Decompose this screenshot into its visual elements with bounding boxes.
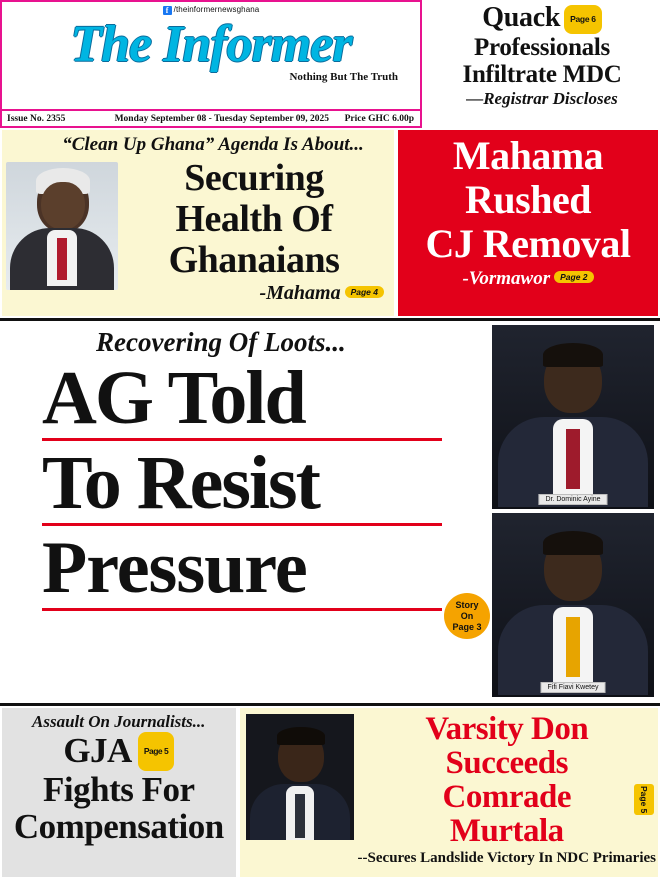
social-handle-line bbox=[2, 2, 420, 15]
mahama-headline-line3: CJ Removal bbox=[425, 221, 631, 266]
varsity-headline-line4: Murtala bbox=[449, 813, 564, 849]
mahama-headline-line2: Rushed bbox=[465, 177, 591, 222]
gja-story[interactable] bbox=[0, 706, 238, 879]
varsity-page-badge[interactable]: Page 5 bbox=[634, 784, 654, 815]
quack-headline-line1 bbox=[430, 4, 654, 34]
lead-photo-stack bbox=[492, 325, 654, 705]
facebook-icon: f bbox=[163, 6, 172, 15]
top-section bbox=[0, 0, 660, 128]
varsity-headline-line3: Comrade bbox=[442, 779, 571, 815]
masthead bbox=[0, 0, 422, 128]
varsity-headline-line2: Succeeds bbox=[445, 745, 569, 781]
story-badge-line2: On bbox=[460, 610, 474, 621]
gja-kicker: Assault On Journalists... bbox=[32, 712, 206, 731]
dominic-ayine-caption: Dr. Dominic Ayine bbox=[538, 494, 607, 505]
bottom-section bbox=[0, 706, 660, 879]
issue-date: Monday September 08 - Tuesday September 09, 2025 bbox=[114, 113, 330, 124]
gja-page-badge[interactable]: Page 5 bbox=[138, 732, 174, 771]
varsity-headline-line1: Varsity Don bbox=[425, 711, 589, 747]
lead-headline-line1: AG Told bbox=[42, 360, 442, 441]
mahama-portrait-photo bbox=[6, 162, 118, 290]
mahama-cj-story[interactable] bbox=[396, 128, 660, 318]
mahama-attribution-row bbox=[400, 268, 656, 290]
story-page-badge[interactable] bbox=[444, 593, 490, 639]
quack-headline-line2: Professionals bbox=[474, 34, 610, 61]
masthead-info-strip bbox=[2, 109, 420, 126]
quack-attribution: —Registrar Discloses bbox=[466, 89, 618, 108]
gja-headline-line1 bbox=[6, 732, 232, 771]
fifi-kwetey-caption: Fifi Fiavi Kwetey bbox=[541, 682, 606, 693]
lead-headline-line3: Pressure bbox=[42, 530, 442, 611]
lead-kicker: Recovering Of Loots... bbox=[96, 327, 346, 357]
gja-headline-text1: GJA bbox=[63, 731, 132, 770]
varsity-don-story[interactable] bbox=[238, 706, 660, 879]
lead-story[interactable] bbox=[0, 318, 660, 706]
quack-page-badge[interactable]: Page 6 bbox=[564, 5, 602, 34]
social-handle: /theinformernewsghana bbox=[173, 5, 260, 14]
gja-headline-line3: Compensation bbox=[13, 807, 224, 846]
clean-page-badge[interactable]: Page 4 bbox=[345, 286, 384, 298]
quack-headline-text1: Quack bbox=[482, 2, 561, 33]
clean-kicker: “Clean Up Ghana” Agenda Is About... bbox=[62, 134, 364, 155]
clean-headline-line1: Securing bbox=[184, 157, 324, 199]
masthead-slogan: Nothing But The Truth bbox=[289, 71, 398, 83]
fifi-kwetey-photo bbox=[492, 513, 654, 697]
quack-story[interactable] bbox=[422, 0, 660, 128]
varsity-subhead: --Secures Landslide Victory In NDC Primaries bbox=[357, 850, 656, 866]
clean-attribution-row bbox=[118, 282, 390, 305]
gja-headline-line2: Fights For bbox=[43, 770, 195, 809]
quack-headline-line3: Infiltrate MDC bbox=[462, 61, 622, 88]
mahama-attribution: -Vormawor bbox=[462, 268, 551, 289]
lead-headline-line2: To Resist bbox=[42, 445, 442, 526]
page-title: The Informer bbox=[70, 16, 352, 73]
clean-headline-line3: Ghanaians bbox=[168, 239, 340, 281]
clean-attribution: -Mahama bbox=[259, 282, 341, 304]
issue-number: Issue No. 2355 bbox=[7, 113, 66, 124]
dominic-ayine-photo bbox=[492, 325, 654, 509]
second-section bbox=[0, 128, 660, 318]
clean-headline-line2: Health Of bbox=[175, 198, 333, 240]
mahama-page-badge[interactable]: Page 2 bbox=[554, 271, 593, 283]
story-badge-line1: Story bbox=[455, 599, 479, 610]
story-badge-line3: Page 3 bbox=[452, 621, 482, 632]
varsity-don-photo bbox=[246, 714, 354, 840]
clean-up-ghana-story[interactable] bbox=[0, 128, 396, 318]
issue-price: Price GHC 6.00p bbox=[344, 113, 414, 124]
mahama-headline-line1: Mahama bbox=[452, 133, 604, 178]
